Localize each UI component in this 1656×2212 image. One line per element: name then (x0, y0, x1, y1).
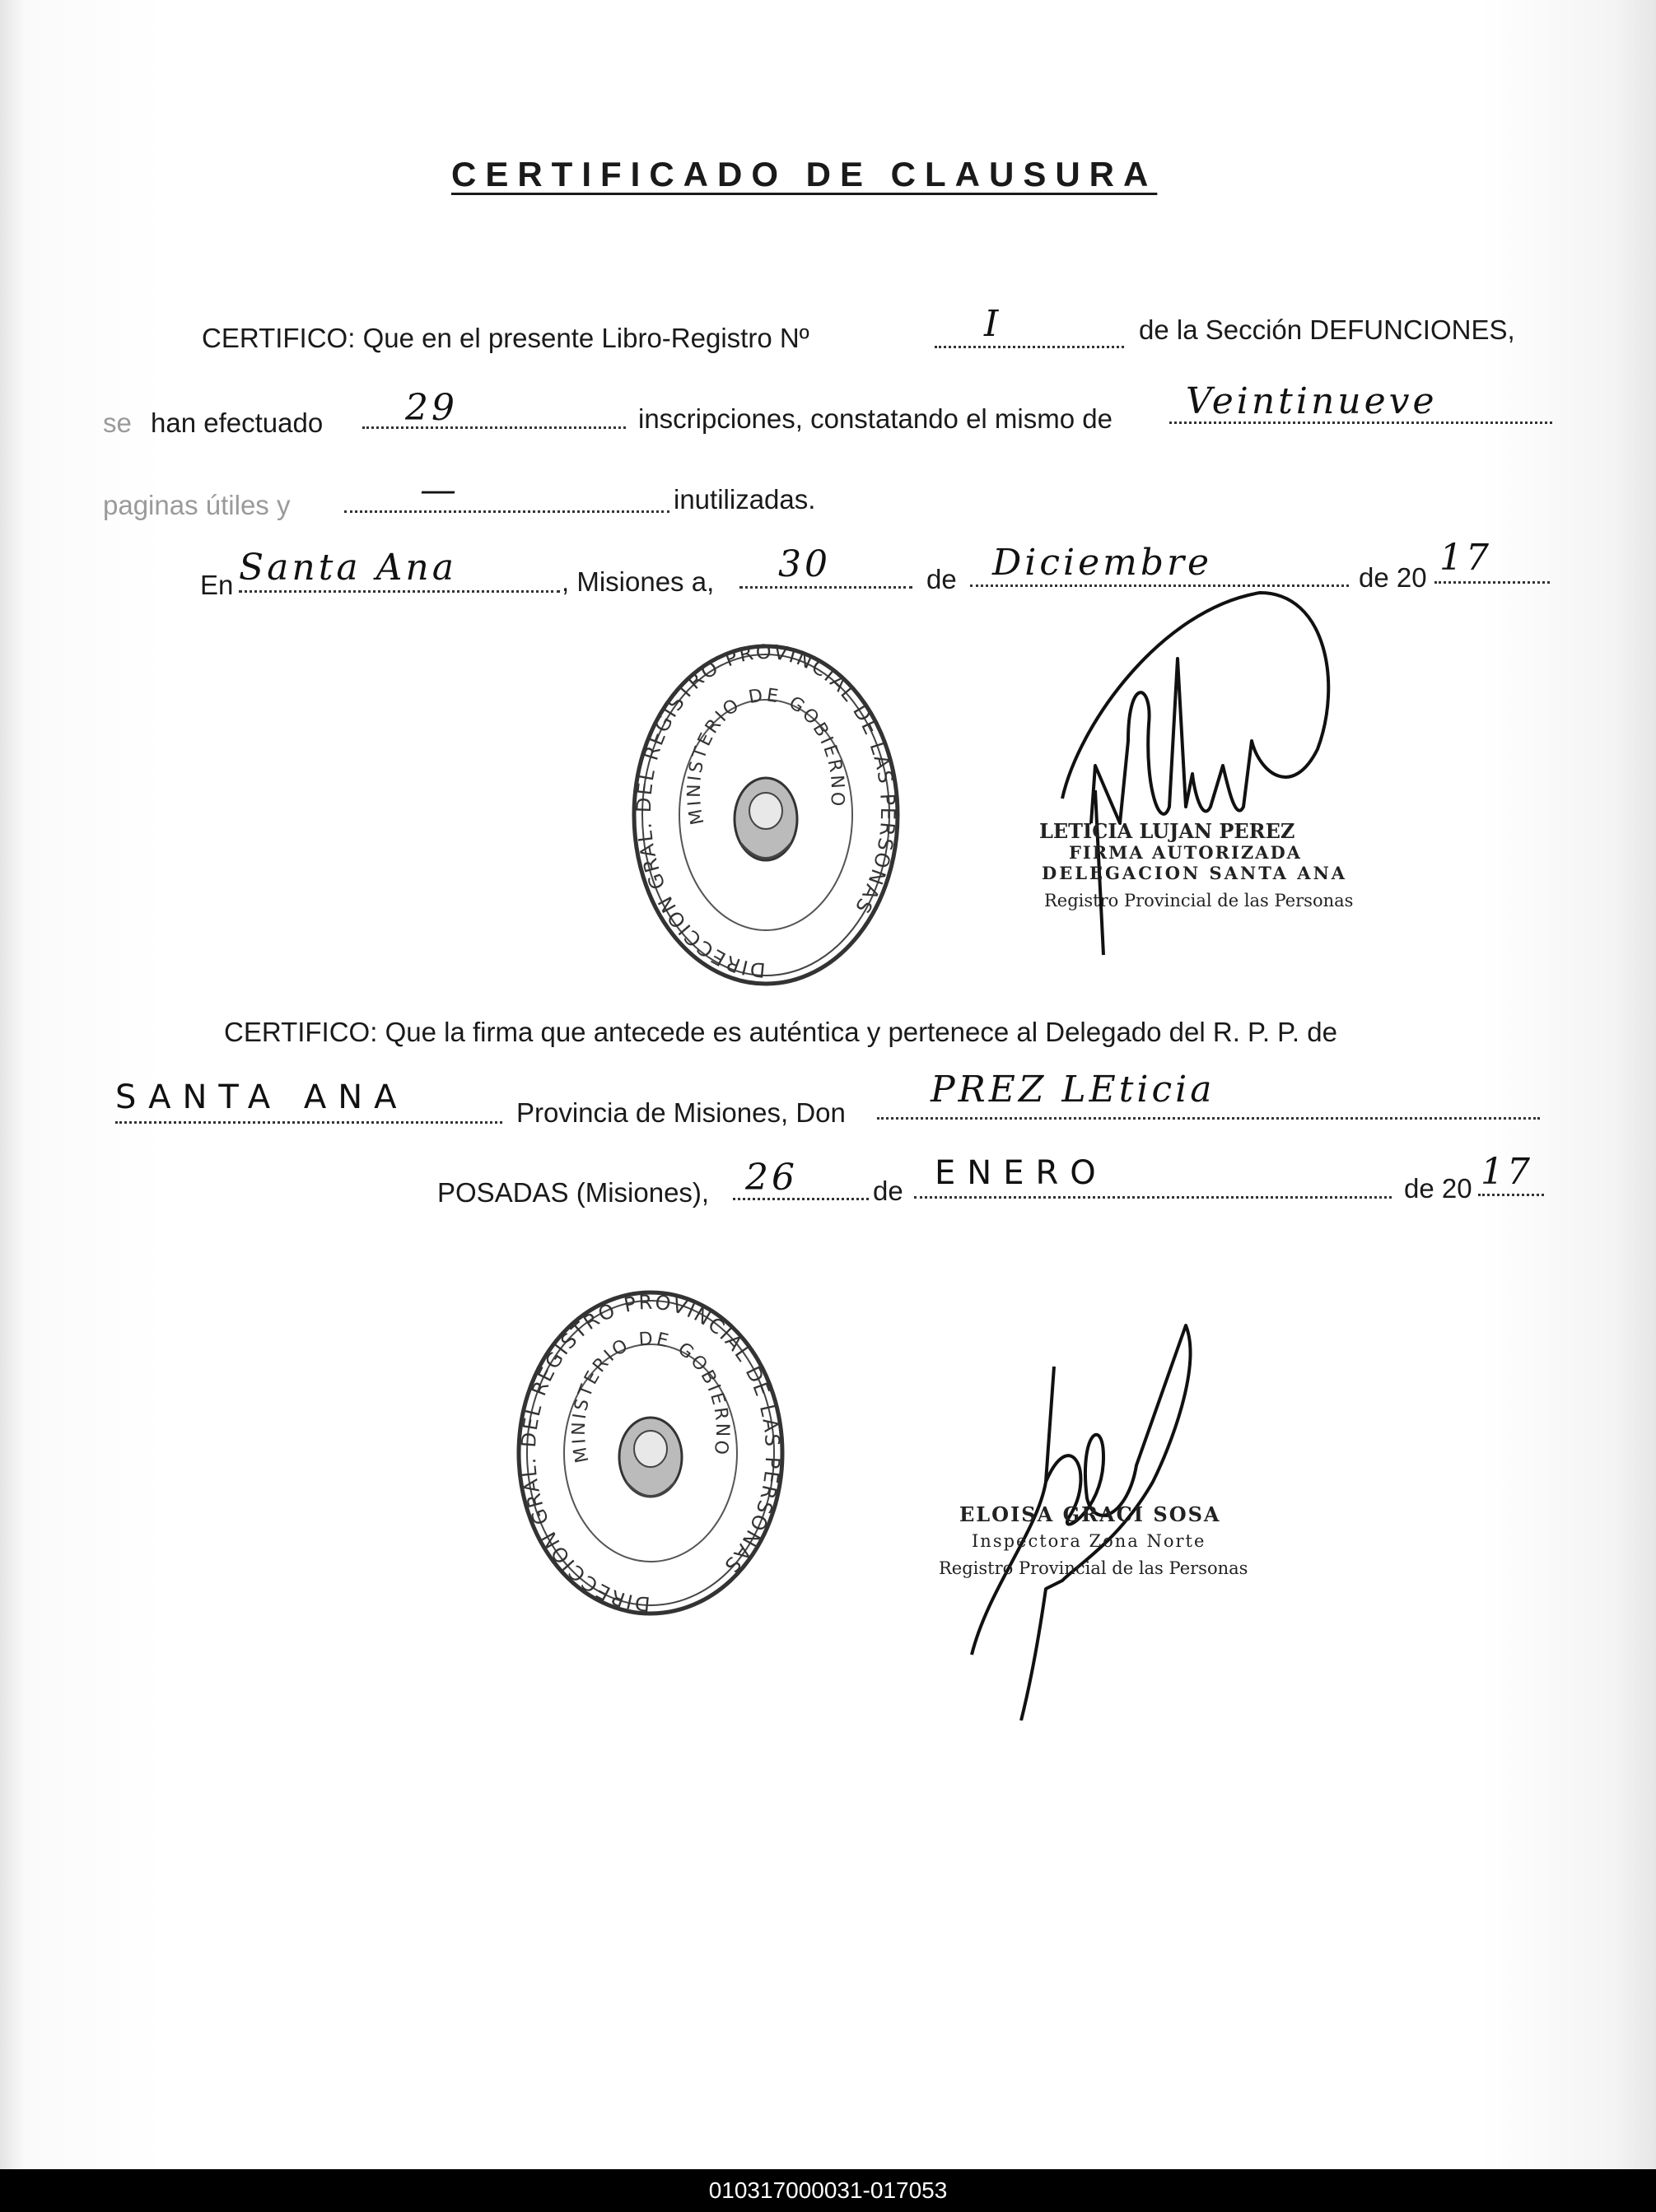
day-dots (739, 586, 912, 589)
cert1-line4-en: En (200, 570, 234, 600)
inscriptions-dots (362, 426, 626, 429)
cert1-line4-year: de 20 (1359, 562, 1427, 593)
unused-pages-dots (344, 510, 669, 513)
cert1-line3-text: paginas útiles y (103, 490, 291, 520)
document-title: CERTIFICADO DE CLAUSURA (451, 155, 1158, 193)
cert2-line1-text: CERTIFICO: Que la firma que antecede es auténtica y pertenece al Delegado del R. P. P. de (224, 1017, 1337, 1047)
official-stamp-2 (511, 1280, 791, 1626)
cert2-year-handwritten: 17 (1481, 1151, 1533, 1193)
stamp1-outer-text: DIRECCION GRAL. DEL REGISTRO PROVINCIAL DE LAS PERSONAS (632, 640, 900, 982)
cert1-line3-end: inutilizadas. (674, 484, 816, 515)
cert1-line4-de: de (926, 564, 957, 594)
signer2-name: ELOISA GRACI SOSA (959, 1502, 1221, 1526)
signer2-registry: Registro Provincial de las Personas (939, 1558, 1248, 1578)
unused-pages-handwritten: — (420, 469, 459, 511)
signer1-delegation: DELEGACION SANTA ANA (1042, 863, 1348, 883)
place-dots (239, 590, 560, 593)
cert2-place-handwritten: SANTA ANA (115, 1078, 408, 1116)
cert2-month-dots (914, 1196, 1392, 1199)
cert2-place-dots (115, 1121, 502, 1124)
cert2-line3-year: de 20 (1404, 1173, 1472, 1204)
cert2-line3-de: de (873, 1176, 903, 1206)
book-number-dots (935, 346, 1124, 348)
inscriptions-count-handwritten: 29 (405, 387, 458, 429)
year-dots (1434, 581, 1550, 584)
person-handwritten: PREZ LEticia (931, 1069, 1215, 1111)
year-handwritten: 17 (1439, 537, 1492, 579)
cert1-line4-misiones: , Misiones a, (562, 566, 715, 597)
coat-of-arms-icon (735, 778, 797, 860)
cert2-day-handwritten: 26 (745, 1157, 798, 1199)
cert2-line2-text: Provincia de Misiones, Don (516, 1097, 846, 1128)
cert1-line2-mid: inscripciones, constatando el mismo de (638, 403, 1113, 434)
cert2-year-dots (1478, 1194, 1544, 1196)
cert2-line3-text: POSADAS (Misiones), (437, 1177, 710, 1208)
signer1-registry: Registro Provincial de las Personas (1044, 891, 1354, 910)
person-dots (877, 1117, 1540, 1120)
signer1-role: FIRMA AUTORIZADA (1069, 842, 1302, 863)
signer1-name: LETICIA LUJAN PEREZ (1039, 819, 1295, 843)
cert2-month-handwritten: ENERO (935, 1154, 1108, 1192)
stamp1-inner-text: MINISTERIO DE GOBIERNO (683, 685, 848, 827)
cert1-line1-end: de la Sección DEFUNCIONES, (1139, 314, 1515, 345)
document-id-footer: 010317000031-017053 (0, 2169, 1656, 2212)
signer2-role: Inspectora Zona Norte (972, 1531, 1206, 1551)
stamp2-outer-text: DIRECCION GRAL. DEL REGISTRO PROVINCIAL DE LAS PERSONAS (516, 1290, 785, 1616)
day-handwritten: 30 (778, 543, 831, 585)
official-stamp-1 (626, 634, 906, 996)
pages-words-handwritten: Veintinueve (1186, 380, 1438, 422)
place-handwritten: Santa Ana (239, 547, 457, 589)
month-handwritten: Diciembre (992, 542, 1213, 584)
book-number-handwritten: I (984, 303, 1002, 345)
cert1-line2-text: han efectuado (151, 407, 324, 438)
cert1-line2-se: se (103, 407, 132, 438)
cert1-line1-text: CERTIFICO: Que en el presente Libro-Registro Nº (202, 323, 809, 353)
stamp2-inner-text: MINISTERIO DE GOBIERNO (568, 1328, 733, 1465)
coat-of-arms-icon (619, 1418, 682, 1497)
